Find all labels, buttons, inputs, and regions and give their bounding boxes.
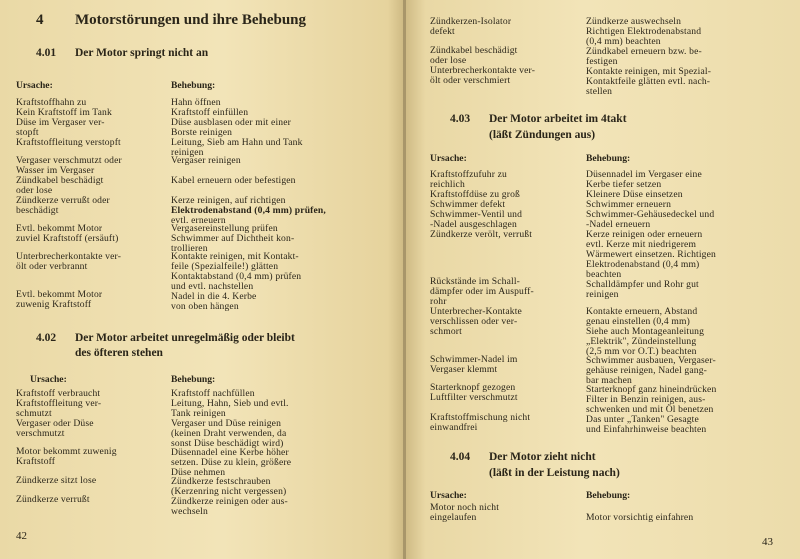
fix-line: Starterknopf ganz hineindrücken xyxy=(586,384,717,395)
fix-line: Zündkerze festschrauben xyxy=(171,476,271,487)
section-number: 4.01 xyxy=(36,47,57,59)
cause-line: zuviel Kraftstoff (ersäuft) xyxy=(16,233,119,244)
cause-line: Kraftstoff xyxy=(16,456,56,467)
fix-line: Kontakte reinigen, mit Kontakt- xyxy=(171,251,299,262)
chapter-title: Motorstörungen und ihre Behebung xyxy=(75,12,307,28)
fix-line: Tank reinigen xyxy=(171,408,226,419)
cause-line: Rückstände im Schall- xyxy=(430,276,521,287)
cause-line: Unterbrecherkontakte ver- xyxy=(430,65,536,76)
fix-line: evtl. erneuern xyxy=(171,215,226,226)
cause-line: Evtl. bekommt Motor xyxy=(16,289,103,300)
fix-line: Düse nehmen xyxy=(171,467,226,478)
cause-line: Luftfilter verschmutzt xyxy=(430,392,518,403)
cause-line: reichlich xyxy=(430,179,465,190)
cause-line: Zündkerze sitzt lose xyxy=(16,475,97,486)
fix-line: festigen xyxy=(586,56,618,67)
cause-line: rohr xyxy=(430,296,447,307)
cause-label: Ursache: xyxy=(430,490,467,501)
cause-line: Zündkerze verölt, verrußt xyxy=(430,229,533,240)
cause-line: Kraftstoffdüse zu groß xyxy=(430,189,520,200)
fix-line: schwenken und mit Öl benetzen xyxy=(586,404,714,415)
fix-label: Behebung: xyxy=(586,153,631,164)
fix-line: Kraftstoff nachfüllen xyxy=(171,388,255,399)
section-title: (läßt in der Leistung nach) xyxy=(489,467,620,479)
cause-line: defekt xyxy=(430,26,455,37)
fix-line: Wärmewert einsetzen. Richtigen xyxy=(586,249,716,260)
cause-line: Starterknopf gezogen xyxy=(430,382,516,393)
fix-line: reinigen xyxy=(171,147,204,158)
cause-line: Unterbrecher-Kontakte xyxy=(430,306,522,317)
cause-line: Schwimmer-Ventil und xyxy=(430,209,523,220)
cause-line: schmort xyxy=(430,326,462,337)
fix-line: Hahn öffnen xyxy=(171,97,221,108)
cause-line: Zündkerze verrußt oder xyxy=(16,195,110,206)
cause-line: Vergaser oder Düse xyxy=(16,418,94,429)
fix-line: -Nadel erneuern xyxy=(586,219,651,230)
cause-line: oder lose xyxy=(16,185,53,196)
fix-line: (Kerzenring nicht vergessen) xyxy=(171,486,287,497)
fix-line: Das unter „Tanken" Gesagte xyxy=(586,414,699,425)
fix-line: Kraftstoff einfüllen xyxy=(171,107,249,118)
fix-label: Behebung: xyxy=(171,80,216,91)
fix-line: Zündkabel erneuern bzw. be- xyxy=(586,46,702,57)
fix-line: von oben hängen xyxy=(171,301,239,312)
cause-line: Kraftstoffhahn zu xyxy=(16,97,87,108)
cause-line: oder lose xyxy=(430,55,467,66)
fix-line: Kontaktfeile glätten evtl. nach- xyxy=(586,76,711,87)
fix-line: Schwimmer erneuern xyxy=(586,199,672,210)
section-title: des öfteren stehen xyxy=(75,347,163,359)
fix-line: Nadel in die 4. Kerbe xyxy=(171,291,257,302)
cause-line: Motor noch nicht xyxy=(430,502,500,513)
cause-line: Schwimmer defekt xyxy=(430,199,506,210)
cause-line: zuwenig Kraftstoff xyxy=(16,299,92,310)
fix-line: gehäuse reinigen, Nadel gang- xyxy=(586,365,708,376)
chapter-number: 4 xyxy=(36,12,44,28)
fix-line: und Einfahrhinweise beachten xyxy=(586,424,707,435)
fix-line: Kerze reinigen, auf richtigen xyxy=(171,195,286,206)
cause-line: Schwimmer-Nadel im xyxy=(430,354,518,365)
fix-line: bar machen xyxy=(586,375,632,386)
page-number: 42 xyxy=(16,530,27,542)
cause-line: ölt oder verbrannt xyxy=(16,261,88,272)
fix-line: evtl. Kerze mit niedrigerem xyxy=(586,239,697,250)
cause-line: Kraftstoffleitung verstopft xyxy=(16,137,121,148)
fix-line: Filter in Benzin reinigen, aus- xyxy=(586,394,706,405)
section-title: Der Motor zieht nicht xyxy=(489,451,596,463)
fix-line: stellen xyxy=(586,86,613,97)
fix-line: Schwimmer-Gehäusedeckel und xyxy=(586,209,715,220)
cause-line: beschädigt xyxy=(16,205,59,216)
section-number: 4.03 xyxy=(450,113,471,125)
section-number: 4.02 xyxy=(36,332,57,344)
cause-line: verschlissen oder ver- xyxy=(430,316,518,327)
fix-line: Kerze reinigen oder erneuern xyxy=(586,229,703,240)
fix-line: (0,4 mm) beachten xyxy=(586,36,661,47)
fix-line: Vergasereinstellung prüfen xyxy=(171,223,278,234)
fix-label: Behebung: xyxy=(171,374,216,385)
cause-label: Ursache: xyxy=(30,374,67,385)
cause-line: Düse im Vergaser ver- xyxy=(16,117,105,128)
cause-line: Zündkerze verrußt xyxy=(16,494,90,505)
fix-line: sonst Düse beschädigt wird) xyxy=(171,438,284,449)
cause-line: Zündkabel beschädigt xyxy=(430,45,518,56)
fix-line: Kontakte erneuern, Abstand xyxy=(586,306,698,317)
cause-line: schmutzt xyxy=(16,408,52,419)
fix-line: genau einstellen (0,4 mm) xyxy=(586,316,690,327)
section-title: Der Motor arbeitet unregelmäßig oder bleibt xyxy=(75,332,295,344)
cause-line: eingelaufen xyxy=(430,512,477,523)
fix-line: wechseln xyxy=(171,506,208,517)
fix-line: trollieren xyxy=(171,243,208,254)
cause-line: Vergaser klemmt xyxy=(430,364,498,375)
fix-line: Leitung, Sieb am Hahn und Tank xyxy=(171,137,303,148)
cause-line: Wasser im Vergaser xyxy=(16,165,95,176)
fix-line: und evtl. nachstellen xyxy=(171,281,254,292)
fix-label: Behebung: xyxy=(586,490,631,501)
cause-line: Evtl. bekommt Motor xyxy=(16,223,103,234)
fix-line: Düse ausblasen oder mit einer xyxy=(171,117,291,128)
right-page xyxy=(406,0,800,559)
fix-line: „Elektrik", Zündeinstellung xyxy=(586,336,697,347)
fix-line: reinigen xyxy=(586,289,619,300)
fix-line: feile (Spezialfeile!) glätten xyxy=(171,261,279,272)
fix-line: beachten xyxy=(586,269,622,280)
fix-line: Leitung, Hahn, Sieb und evtl. xyxy=(171,398,289,409)
fix-line: Elektrodenabstand (0,4 mm) xyxy=(586,259,700,270)
fix-line: Kontakte reinigen, mit Spezial- xyxy=(586,66,712,77)
cause-line: Kein Kraftstoff im Tank xyxy=(16,107,112,118)
cause-line: Kraftstoffleitung ver- xyxy=(16,398,102,409)
page-number: 43 xyxy=(762,536,773,548)
cause-line: Zündkabel beschädigt xyxy=(16,175,104,186)
cause-line: Kraftstoff verbraucht xyxy=(16,388,101,399)
fix-line: Kleinere Düse einsetzen xyxy=(586,189,683,200)
section-title: Der Motor arbeitet im 4takt xyxy=(489,113,627,125)
cause-line: einwandfrei xyxy=(430,422,478,433)
fix-line: Richtigen Elektrodenabstand xyxy=(586,26,702,37)
cause-label: Ursache: xyxy=(16,80,53,91)
cause-line: Kraftstoffzufuhr zu xyxy=(430,169,507,180)
fix-line: Düsennadel im Vergaser eine xyxy=(586,169,702,180)
fix-line: Siehe auch Montageanleitung xyxy=(586,326,705,337)
fix-line: Schwimmer ausbauen, Vergaser- xyxy=(586,355,716,366)
fix-line: Kontaktabstand (0,4 mm) prüfen xyxy=(171,271,302,282)
cause-line: ölt oder verschmiert xyxy=(430,75,511,86)
cause-line: Zündkerzen-Isolator xyxy=(430,16,512,27)
fix-line: Zündkerze auswechseln xyxy=(586,16,682,27)
cause-line: Kraftstoffmischung nicht xyxy=(430,412,531,423)
fix-line: Vergaser und Düse reinigen xyxy=(171,418,282,429)
fix-line: Schalldämpfer und Rohr gut xyxy=(586,279,699,290)
cause-line: -Nadel ausgeschlagen xyxy=(430,219,517,230)
section-title: (läßt Zündungen aus) xyxy=(489,129,596,141)
fix-line: Schwimmer auf Dichtheit kon- xyxy=(171,233,295,244)
fix-line: Kabel erneuern oder befestigen xyxy=(171,175,296,186)
section-number: 4.04 xyxy=(450,451,471,463)
cause-line: stopft xyxy=(16,127,39,138)
fix-line: (keinen Draht verwenden, da xyxy=(171,428,287,439)
section-title: Der Motor springt nicht an xyxy=(75,47,209,59)
fix-line: Kerbe tiefer setzen xyxy=(586,179,662,190)
cause-label: Ursache: xyxy=(430,153,467,164)
cause-line: dämpfer oder im Auspuff- xyxy=(430,286,534,297)
cause-line: Unterbrecherkontakte ver- xyxy=(16,251,122,262)
fix-line: Düsennadel eine Kerbe höher xyxy=(171,447,289,458)
fix-line: Zündkerze reinigen oder aus- xyxy=(171,496,288,507)
cause-line: verschmutzt xyxy=(16,428,65,439)
cause-line: Motor bekommt zuwenig xyxy=(16,446,117,457)
fix-line: Elektrodenabstand (0,4 mm) prüfen, xyxy=(171,205,326,216)
fix-line: Borste reinigen xyxy=(171,127,233,138)
fix-line: (2,5 mm vor O.T.) beachten xyxy=(586,346,697,357)
fix-line: Motor vorsichtig einfahren xyxy=(586,512,694,523)
fix-line: setzen. Düse zu klein, größere xyxy=(171,457,292,468)
fix-line: Vergaser reinigen xyxy=(171,155,241,166)
cause-line: Vergaser verschmutzt oder xyxy=(16,155,122,166)
